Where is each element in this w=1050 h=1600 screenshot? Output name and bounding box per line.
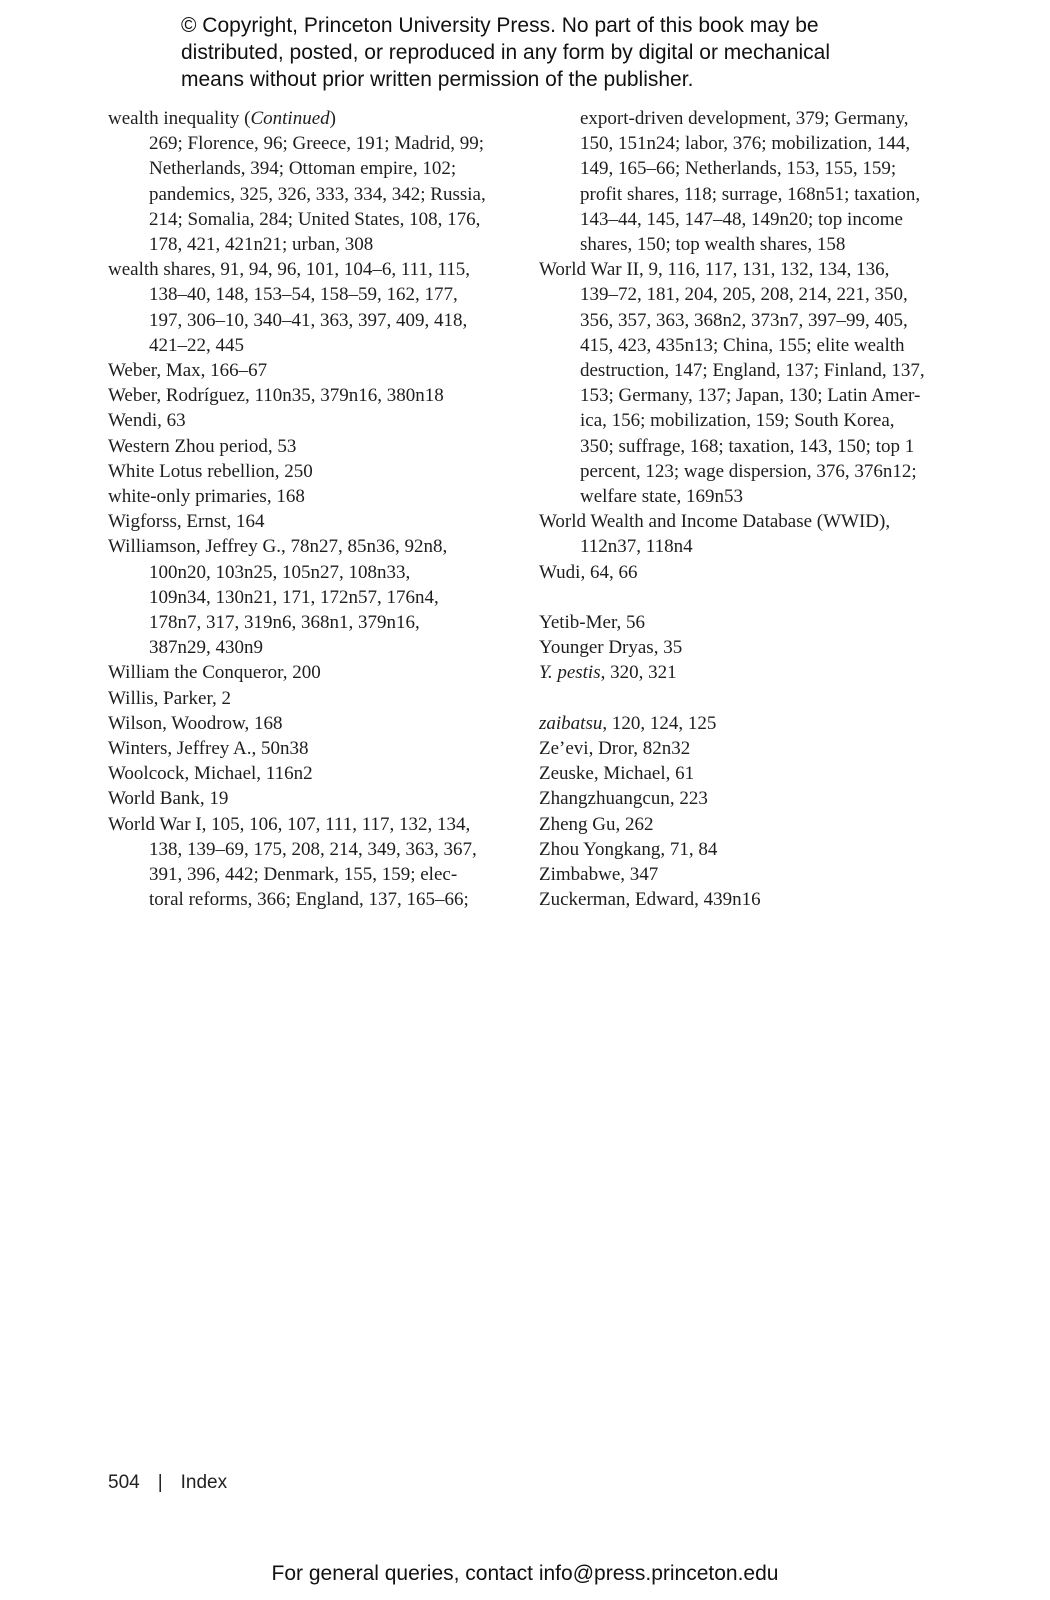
index-entry-heading: Western Zhou period, 53: [108, 435, 297, 457]
index-entry-continuation: 197, 306–10, 340–41, 363, 397, 409, 418,: [149, 309, 468, 331]
index-column-right: [539, 106, 925, 912]
index-entry-heading: Zimbabwe, 347: [539, 864, 659, 886]
section-title: Index: [180, 1472, 228, 1493]
index-entry-continuation: 153; Germany, 137; Japan, 130; Latin Amer-: [580, 385, 921, 407]
index-entry-continuation: 112n37, 118n4: [580, 536, 693, 558]
index-entry-heading: Zhou Yongkang, 71, 84: [539, 838, 718, 860]
index-entry-heading: Winters, Jeffrey A., 50n38: [108, 738, 309, 760]
index-entry-continuation: destruction, 147; England, 137; Finland, 137,: [580, 360, 925, 382]
index-entry-heading: zaibatsu, 120, 124, 125: [539, 712, 717, 734]
index-entry-heading: Zeuske, Michael, 61: [539, 763, 695, 785]
letter-group-gap: [539, 585, 919, 610]
index-entry-continuation: 138–40, 148, 153–54, 158–59, 162, 177,: [149, 284, 458, 306]
copyright-line: © Copyright, Princeton University Press. No part of this book may be: [181, 14, 819, 37]
index-entry: [108, 686, 488, 711]
index-entry-continuation: export-driven development, 379; Germany,: [580, 108, 909, 129]
index-entry-heading: Zhangzhuangcun, 223: [539, 788, 708, 810]
index-entry-heading: Y. pestis, 320, 321: [539, 662, 677, 684]
index-entry-continuation: 149, 165–66; Netherlands, 153, 155, 159;: [580, 158, 897, 180]
index-entry: [108, 383, 488, 408]
index-entry-heading: World Bank, 19: [108, 788, 229, 810]
index-entry-heading: Zheng Gu, 262: [539, 813, 654, 835]
index-entry: [539, 761, 919, 786]
index-entry-heading: Willis, Parker, 2: [108, 687, 232, 709]
index-entry: [539, 610, 919, 635]
index-entry: [108, 534, 488, 660]
index-entry: [539, 560, 919, 585]
italic-term: zaibatsu: [539, 712, 603, 734]
index-entry: [539, 257, 925, 509]
index-entry: [539, 635, 919, 660]
index-entry: [108, 257, 488, 358]
page-footer: [108, 1472, 227, 1494]
copyright-line: distributed, posted, or reproduced in any form by digital or mechanical: [181, 41, 831, 64]
index-entry-heading: Wigforss, Ernst, 164: [108, 511, 265, 533]
index-entry: [539, 786, 919, 811]
index-entry-heading: World War II, 9, 116, 117, 131, 132, 134, 136,: [539, 259, 890, 281]
index-entry: [108, 106, 488, 257]
index-entry: [108, 408, 488, 433]
index-entry-continuation: percent, 123; wage dispersion, 376, 376n12;: [580, 460, 917, 482]
index-entry-heading: wealth shares, 91, 94, 96, 101, 104–6, 111, 115,: [108, 259, 471, 281]
index-entry-continuation: 178n7, 317, 319n6, 368n1, 379n16,: [149, 612, 420, 634]
copyright-line: means without prior written permission of the publisher.: [181, 68, 694, 91]
index-entry: [108, 786, 488, 811]
index-entry: [539, 509, 919, 559]
index-entry-continuation: 138, 139–69, 175, 208, 214, 349, 363, 367,: [149, 838, 477, 860]
index-entry-continuation: 139–72, 181, 204, 205, 208, 214, 221, 350,: [580, 284, 908, 306]
index-entry-heading: World War I, 105, 106, 107, 111, 117, 132, 134,: [108, 813, 471, 835]
index-entry-heading: World Wealth and Income Database (WWID),: [539, 511, 891, 533]
index-entry: [108, 459, 488, 484]
index-entry-continuation: 214; Somalia, 284; United States, 108, 176,: [149, 208, 481, 230]
index-entry-continuation: 143–44, 145, 147–48, 149n20; top income: [580, 208, 903, 230]
index-entry: [108, 358, 488, 383]
index-entry-heading: Zuckerman, Edward, 439n16: [539, 889, 761, 911]
index-entry-continuation: welfare state, 169n53: [580, 486, 744, 508]
index-entry: [108, 711, 488, 736]
index-entry-continuation: 100n20, 103n25, 105n27, 108n33,: [149, 561, 411, 583]
index-entry: [108, 434, 488, 459]
index-entry-heading: Wendi, 63: [108, 410, 186, 432]
index-entry-heading: Woolcock, Michael, 116n2: [108, 763, 313, 785]
copyright-notice: [181, 12, 901, 93]
index-entry-continuation: profit shares, 118; surrage, 168n51; taxation,: [580, 183, 921, 205]
index-entry: [539, 837, 919, 862]
index-entry: [539, 862, 919, 887]
index-column-left: [108, 106, 488, 913]
index-entry-continuation: 109n34, 130n21, 171, 172n57, 176n4,: [149, 586, 439, 608]
index-entry-continuation: pandemics, 325, 326, 333, 334, 342; Russia,: [149, 183, 486, 205]
index-entry-continuation: Netherlands, 394; Ottoman empire, 102;: [149, 158, 457, 180]
index-entry-heading: Wudi, 64, 66: [539, 561, 638, 583]
index-entry: [539, 736, 919, 761]
index-entry: [539, 106, 919, 257]
index-entry-continuation: 350; suffrage, 168; taxation, 143, 150; top 1: [580, 435, 915, 457]
index-entry-heading: Ze’evi, Dror, 82n32: [539, 738, 691, 760]
index-entry: [539, 812, 919, 837]
index-entry-heading: White Lotus rebellion, 250: [108, 460, 313, 482]
footer-separator: |: [157, 1472, 163, 1493]
index-entry-heading: wealth inequality (Continued): [108, 108, 336, 129]
index-entry: [108, 660, 488, 685]
index-entry-heading: Yetib-Mer, 56: [539, 612, 646, 634]
index-entry: [539, 711, 919, 736]
index-entry-continuation: 415, 423, 435n13; China, 155; elite wealth: [580, 334, 905, 356]
index-entry: [539, 887, 919, 912]
index-entry-continuation: 178, 421, 421n21; urban, 308: [149, 234, 374, 256]
index-entry-heading: white-only primaries, 168: [108, 486, 305, 508]
index-entry-heading: William the Conqueror, 200: [108, 662, 321, 684]
index-entry-heading: Younger Dryas, 35: [539, 637, 683, 659]
contact-line: For general queries, contact info@press.princeton.edu: [271, 1562, 779, 1585]
italic-term: Y. pestis: [539, 662, 601, 684]
index-entry-heading: Weber, Max, 166–67: [108, 360, 268, 382]
index-entry: [108, 484, 488, 509]
index-entry-heading: Weber, Rodríguez, 110n35, 379n16, 380n18: [108, 385, 444, 407]
italic-term: Continued: [250, 108, 330, 129]
index-entry: [539, 660, 919, 685]
index-entry-continuation: 421–22, 445: [149, 334, 244, 356]
index-entry-heading: Williamson, Jeffrey G., 78n27, 85n36, 92n8,: [108, 536, 448, 558]
index-entry-continuation: toral reforms, 366; England, 137, 165–66;: [149, 889, 469, 911]
index-entry-continuation: shares, 150; top wealth shares, 158: [580, 234, 846, 256]
index-entry-continuation: 150, 151n24; labor, 376; mobilization, 144,: [580, 133, 911, 155]
index-entry-continuation: 269; Florence, 96; Greece, 191; Madrid, 99;: [149, 133, 485, 155]
index-entry-continuation: 391, 396, 442; Denmark, 155, 159; elec-: [149, 864, 458, 886]
index-entry-heading: Wilson, Woodrow, 168: [108, 712, 283, 734]
index-entry: [108, 509, 488, 534]
index-entry-continuation: 356, 357, 363, 368n2, 373n7, 397–99, 405,: [580, 309, 908, 331]
index-entry: [108, 812, 488, 913]
index-entry: [108, 761, 488, 786]
index-entry-continuation: 387n29, 430n9: [149, 637, 263, 659]
index-entry: [108, 736, 488, 761]
page-number: 504: [108, 1472, 140, 1493]
letter-group-gap: [539, 686, 919, 711]
index-entry-continuation: ica, 156; mobilization, 159; South Korea,: [580, 410, 895, 432]
